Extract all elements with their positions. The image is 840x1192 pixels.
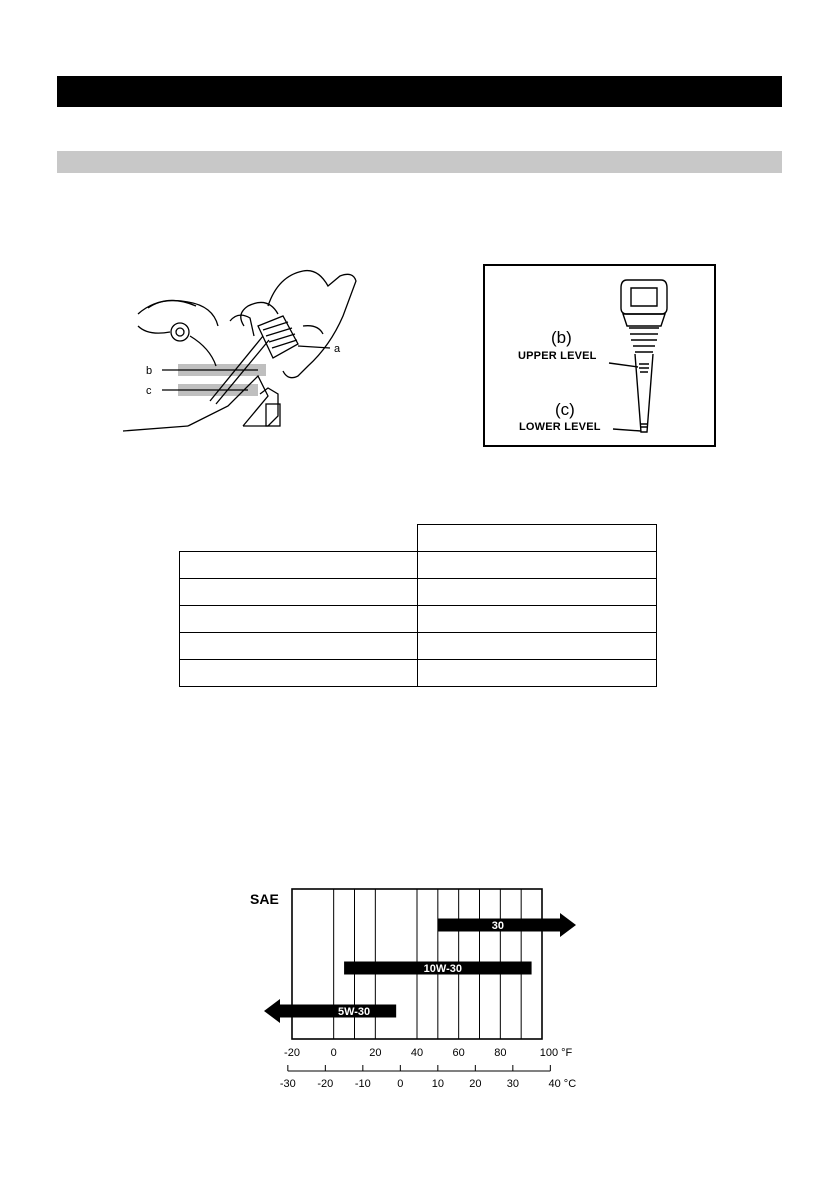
sae-viscosity-chart (240, 880, 600, 1100)
table-cell (180, 525, 418, 552)
f-tick-label: 60 (452, 1047, 465, 1059)
table-cell (180, 660, 418, 687)
bar-label: 30 (491, 920, 505, 932)
dipstick-removal-illustration (118, 266, 358, 436)
table-cell (180, 606, 418, 633)
table-cell (418, 633, 657, 660)
f-tick-label: 20 (369, 1047, 382, 1059)
chart-title: SAE (250, 891, 279, 907)
table-row (180, 525, 657, 552)
table-cell (180, 552, 418, 579)
callout-a: a (334, 343, 341, 355)
bar-label: 5W-30 (337, 1006, 371, 1018)
f-tick-label: 40 (410, 1047, 424, 1059)
fahrenheit-ticks (284, 1047, 572, 1059)
upper-level-letter: (b) (551, 328, 572, 347)
lower-level-label: LOWER LEVEL (519, 421, 601, 433)
subsection-header-bar (57, 151, 782, 173)
f-tick-label: 0 (330, 1047, 337, 1059)
callout-c: c (146, 385, 152, 397)
f-tick-label: 100 °F (539, 1047, 573, 1059)
f-tick-label: 80 (494, 1047, 507, 1059)
c-tick-label: -10 (354, 1078, 371, 1090)
c-tick-label: 40 °C (548, 1078, 577, 1090)
table-row (180, 579, 657, 606)
viscosity-bars (264, 913, 576, 1023)
celsius-axis (280, 1065, 576, 1090)
c-tick-label: 20 (469, 1078, 482, 1090)
c-tick-label: -30 (279, 1078, 296, 1090)
table-cell (418, 606, 657, 633)
c-tick-label: -20 (317, 1078, 334, 1090)
table-cell (418, 579, 657, 606)
upper-level-label: UPPER LEVEL (518, 350, 597, 362)
bar-label: 10W-30 (423, 963, 462, 975)
table-row (180, 606, 657, 633)
table-row (180, 633, 657, 660)
c-tick-label: 10 (431, 1078, 444, 1090)
f-tick-label: -20 (284, 1047, 300, 1059)
section-header-bar (57, 76, 782, 107)
table-cell (418, 660, 657, 687)
table-cell (418, 525, 657, 552)
table-row (180, 552, 657, 579)
c-tick-label: 30 (506, 1078, 519, 1090)
spec-table (179, 524, 657, 687)
lower-level-letter: (c) (555, 400, 575, 419)
table-row (180, 660, 657, 687)
dipstick-level-figure (483, 264, 716, 447)
table-cell (180, 633, 418, 660)
bar-5w-30 (264, 999, 396, 1023)
c-tick-label: 0 (397, 1078, 404, 1090)
table-cell (418, 552, 657, 579)
callout-b: b (146, 365, 153, 377)
table-cell (180, 579, 418, 606)
